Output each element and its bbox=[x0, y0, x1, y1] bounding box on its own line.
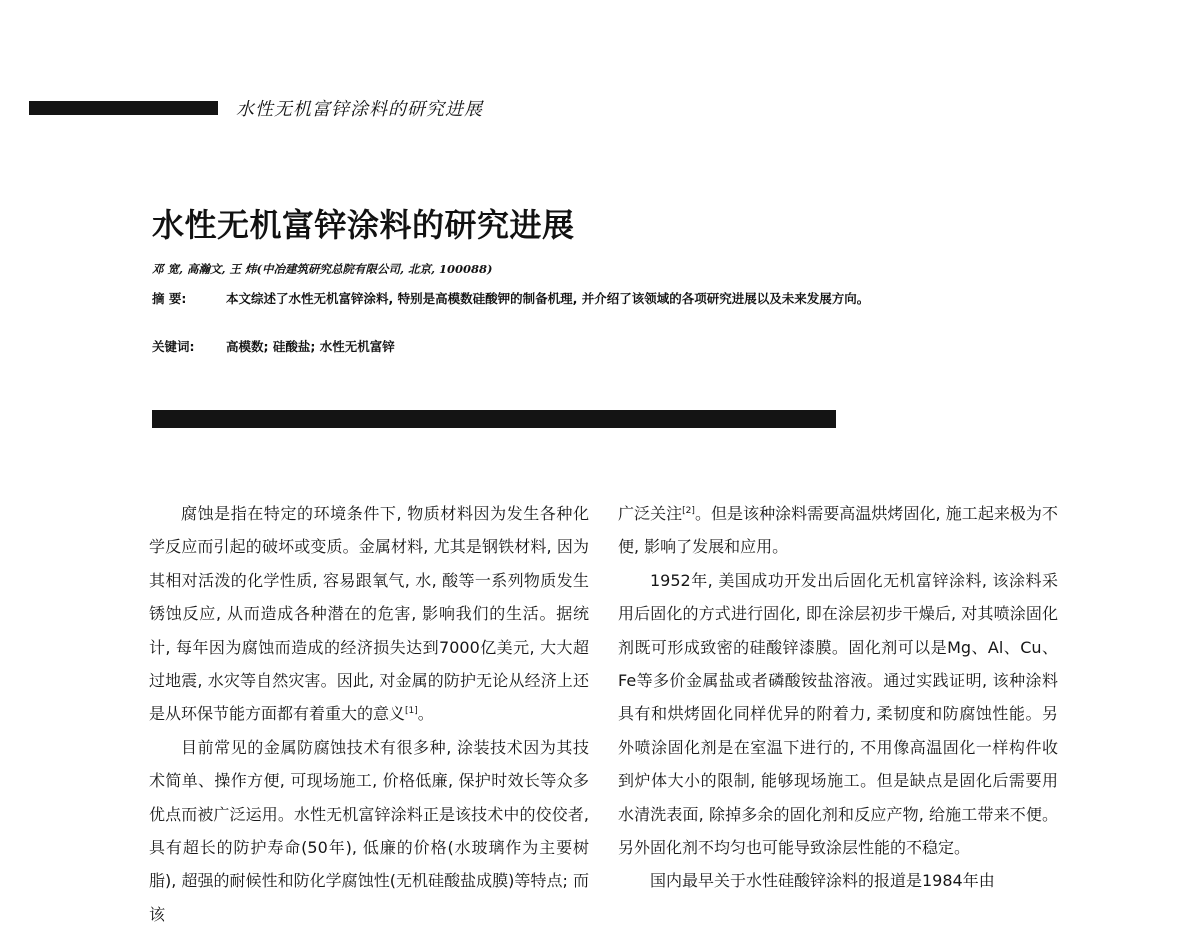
body-column-left bbox=[149, 497, 589, 931]
paragraph: 国内最早关于水性硅酸锌涂料的报道是1984年由 bbox=[650, 871, 995, 891]
paragraph-text: 广泛关注 bbox=[618, 504, 683, 523]
abstract-text: 本文综述了水性无机富锌涂料, 特别是高模数硅酸钾的制备机理, 并介绍了该领域的各项研究进展以及未来发展方向。 bbox=[226, 291, 870, 306]
paragraph bbox=[149, 497, 589, 731]
keywords-text: 高模数; 硅酸盐; 水性无机富锌 bbox=[226, 339, 395, 354]
paragraph-text-end: 。 bbox=[417, 704, 434, 724]
citation-ref: [1] bbox=[405, 706, 418, 717]
paragraph: 目前常见的金属防腐蚀技术有很多种, 涂装技术因为其技术简单、操作方便, 可现场施工, 价格低廉, 保护时效长等众多优点而被广泛运用。水性无机富锌涂料正是该技术中的佼佼者, 具有超长的防护寿命(50年), 低廉的价格(水玻璃作为主要树脂), 超强的耐候性和防化学腐蚀性(无机硅酸盐成膜)等特点; 而该 bbox=[149, 737, 589, 924]
paragraph-text-rest: 。但是该种涂料需要高温烘烤固化, 施工起来极为不便, 影响了发展和应用。 bbox=[618, 504, 1058, 557]
body-column-right bbox=[618, 497, 1058, 898]
abstract-label: 摘 要: bbox=[152, 291, 187, 306]
abstract bbox=[152, 289, 982, 309]
article-title: 水性无机富锌涂料的研究进展 bbox=[152, 206, 575, 244]
article-authors: 邓 宽, 高瀚文, 王 炜(中冶建筑研究总院有限公司, 北京, 100088) bbox=[152, 262, 493, 276]
citation-ref: [2] bbox=[682, 506, 695, 516]
header-decorative-bar bbox=[29, 101, 218, 115]
running-title: 水性无机富锌涂料的研究进展 bbox=[236, 99, 483, 120]
keywords bbox=[152, 337, 982, 357]
keywords-label: 关键词: bbox=[152, 339, 195, 354]
paragraph: 1952年, 美国成功开发出后固化无机富锌涂料, 该涂料采用后固化的方式进行固化, 即在涂层初步干燥后, 对其喷涂固化剂既可形成致密的硅酸锌漆膜。固化剂可以是Mg、Al、Cu、Fe等多价金属盐或者磷酸铵盐溶液。通过实践证明, 该种涂料具有和烘烤固化同样优异的附着力, 柔韧度和防腐蚀性能。另外喷涂固化剂是在室温下进行的, 不用像高温固化一样构件收到炉体大小的限制, 能够现场施工。但是缺点是固化后需要用水清洗表面, 除掉多余的固化剂和反应产物, 给施工带来不便。另外固化剂不均匀也可能导致涂层性能的不稳定。 bbox=[618, 570, 1058, 858]
paragraph-text: 腐蚀是指在特定的环境条件下, 物质材料因为发生各种化学反应而引起的破坏或变质。金属材料, 尤其是钢铁材料, 因为其相对活泼的化学性质, 容易跟氧气, 水, 酸等一系列物质发生锈蚀反应, 从而造成各种潜在的危害, 影响我们的生活。据统计, 每年因为腐蚀而造成的经济损失达到7000亿美元, 大大超过地震, 水灾等自然灾害。因此, 对金属的防护无论从经济上还是从环保节能方面都有着重大的意义 bbox=[149, 504, 589, 724]
paragraph bbox=[618, 497, 1058, 564]
section-divider-bar bbox=[152, 410, 836, 428]
